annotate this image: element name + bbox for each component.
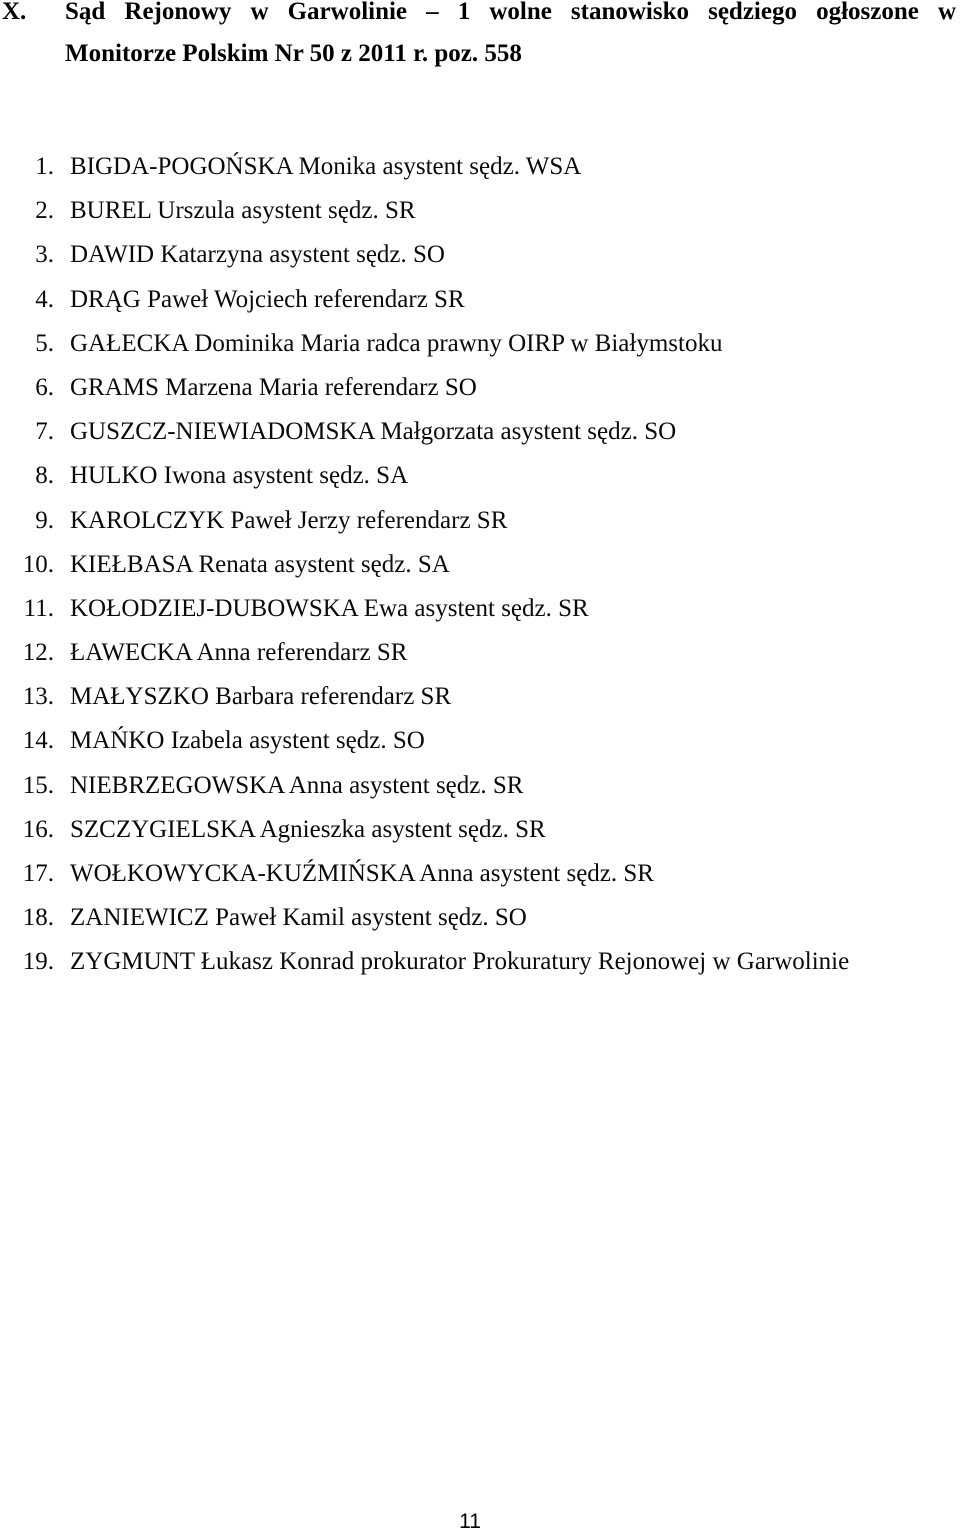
- list-item-number: 18.: [22, 904, 54, 932]
- list-item-number: 4.: [35, 285, 54, 313]
- section-title-word: w: [937, 0, 956, 25]
- list-item-text: BUREL Urszula asystent sędz. SR: [70, 197, 416, 225]
- page-number: 11: [459, 1510, 481, 1533]
- section-title-word: Garwolinie: [287, 0, 408, 25]
- list-item-number: 15.: [22, 771, 54, 799]
- section-title-word: 1: [457, 0, 471, 25]
- list-item-number: 19.: [22, 948, 54, 976]
- section-title-word: ogłoszone: [816, 0, 919, 25]
- list-item-number: 17.: [22, 860, 54, 887]
- list-item-number: 14.: [22, 727, 54, 755]
- list-item-text: MAŃKO Izabela asystent sędz. SO: [70, 727, 425, 755]
- list-item-number: 6.: [35, 373, 54, 401]
- list-item-text: KAROLCZYK Paweł Jerzy referendarz SR: [70, 506, 508, 534]
- section-title-word: –: [426, 0, 439, 25]
- list-item-text: ZANIEWICZ Paweł Kamil asystent sędz. SO: [70, 904, 527, 932]
- list-item-number: 5.: [35, 329, 54, 357]
- list-item-text: GUSZCZ-NIEWIADOMSKA Małgorzata asystent sędz. SO: [70, 418, 677, 446]
- list-item-number: 13.: [22, 683, 54, 711]
- section-title-word: wolne: [489, 0, 552, 25]
- list-item-text: MAŁYSZKO Barbara referendarz SR: [70, 683, 452, 711]
- section-number: X.: [2, 0, 27, 25]
- list-item-text: NIEBRZEGOWSKA Anna asystent sędz. SR: [70, 771, 524, 799]
- list-item-number: 3.: [35, 241, 54, 269]
- section-title-word: Rejonowy: [124, 0, 232, 25]
- list-item-number: 1.: [35, 153, 54, 180]
- list-item-text: SZCZYGIELSKA Agnieszka asystent sędz. SR: [70, 815, 546, 843]
- section-title-line-1: [65, 0, 956, 33]
- section-title-word: Sąd: [65, 0, 106, 25]
- list-item-number: 9.: [35, 506, 54, 534]
- list-item-number: 10.: [22, 550, 54, 578]
- list-item-text: DAWID Katarzyna asystent sędz. SO: [70, 241, 445, 269]
- list-item-number: 7.: [35, 418, 54, 446]
- section-title-word: sędziego: [708, 0, 797, 25]
- list-item-number: 11.: [23, 594, 54, 622]
- list-item-number: 8.: [35, 462, 54, 490]
- list-item-text: GAŁECKA Dominika Maria radca prawny OIRP w Białymstoku: [70, 329, 723, 357]
- list-item-text: KOŁODZIEJ-DUBOWSKA Ewa asystent sędz. SR: [70, 594, 589, 622]
- list-item-text: WOŁKOWYCKA-KUŹMIŃSKA Anna asystent sędz. SR: [70, 860, 654, 887]
- list-item-number: 2.: [35, 197, 54, 225]
- list-item-number: 12.: [22, 639, 54, 667]
- list-item-text: KIEŁBASA Renata asystent sędz. SA: [70, 550, 450, 578]
- section-title-line-2: Monitorze Polskim Nr 50 z 2011 r. poz. 558: [65, 40, 522, 67]
- list-item-text: DRĄG Paweł Wojciech referendarz SR: [70, 285, 465, 313]
- list-item-number: 16.: [22, 815, 54, 843]
- list-item-text: ŁAWECKA Anna referendarz SR: [70, 639, 408, 667]
- list-item-text: GRAMS Marzena Maria referendarz SO: [70, 373, 477, 401]
- section-title-word: stanowisko: [570, 0, 689, 25]
- list-item-text: ZYGMUNT Łukasz Konrad prokurator Prokuratury Rejonowej w Garwolinie: [70, 948, 850, 976]
- section-title-word: w: [250, 0, 269, 25]
- list-item-text: BIGDA-POGOŃSKA Monika asystent sędz. WSA: [70, 153, 582, 180]
- list-item-text: HULKO Iwona asystent sędz. SA: [70, 462, 409, 490]
